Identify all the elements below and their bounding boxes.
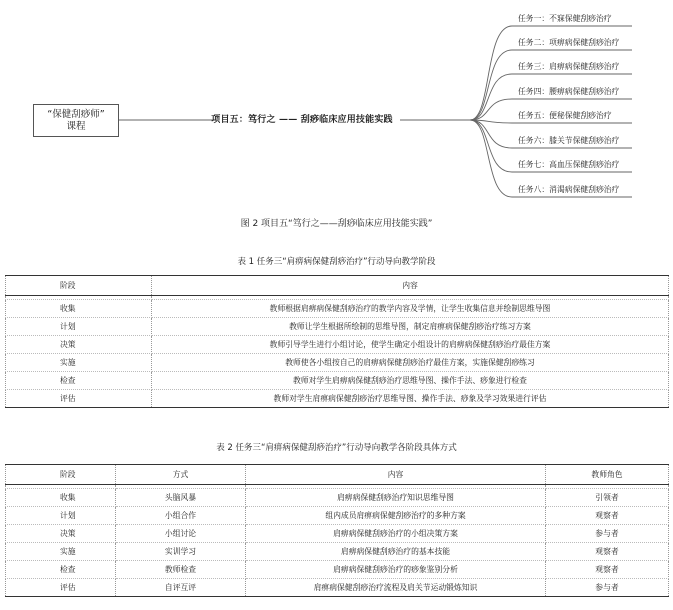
mindmap-task-7: 任务七：高血压保健刮痧治疗 xyxy=(518,160,620,169)
mindmap-task-4: 任务四：腰痹病保健刮痧治疗 xyxy=(518,87,620,96)
table-row xyxy=(6,543,669,561)
table2-cell-stage: 检查 xyxy=(6,561,116,579)
mindmap-root-node xyxy=(33,104,119,137)
mindmap-center-node: 项目五：笃行之 —— 刮痧临床应用技能实践 xyxy=(211,114,393,125)
table2-header-stage: 阶段 xyxy=(6,465,116,485)
mindmap-task-1: 任务一：不寐保健刮痧治疗 xyxy=(518,14,612,23)
table2-header-row xyxy=(6,465,669,485)
mindmap-task-6: 任务六：膝关节保健刮痧治疗 xyxy=(518,136,620,145)
table1-cell-stage: 收集 xyxy=(6,300,152,318)
table-row xyxy=(6,318,669,336)
table2-cell-stage: 评估 xyxy=(6,579,116,597)
table-row xyxy=(6,336,669,354)
table1-cell-content: 教师引导学生进行小组讨论，使学生确定小组设计的肩痹病保健刮痧治疗最佳方案 xyxy=(152,336,669,354)
mindmap-figure xyxy=(0,0,673,212)
table2-cell-content: 组内成员肩痹病保健刮痧治疗的多种方案 xyxy=(246,507,546,525)
table-row xyxy=(6,507,669,525)
table-row xyxy=(6,300,669,318)
root-line-2: 课程 xyxy=(66,120,86,132)
table1 xyxy=(5,275,669,408)
table1-cell-content: 教师使各小组按自己的肩痹病保健刮痧治疗最佳方案，实施保健刮痧练习 xyxy=(152,354,669,372)
mindmap-task-2: 任务二：项痹病保健刮痧治疗 xyxy=(518,38,620,47)
table2-cell-method: 自评互评 xyxy=(116,579,246,597)
table1-cell-stage: 评估 xyxy=(6,390,152,408)
table2-cell-content: 肩痹病保健刮痧治疗的痧象鉴别分析 xyxy=(246,561,546,579)
table-row xyxy=(6,561,669,579)
table2-cell-content: 肩痹病保健刮痧治疗流程及肩关节运动锻炼知识 xyxy=(246,579,546,597)
table2-cell-role: 参与者 xyxy=(546,525,669,543)
table1-caption: 表 1 任务三“肩痹病保健刮痧治疗”行动导向教学阶段 xyxy=(237,257,436,267)
table2-cell-method: 教师检查 xyxy=(116,561,246,579)
table2-cell-content: 肩痹病保健刮痧治疗的基本技能 xyxy=(246,543,546,561)
table-row xyxy=(6,489,669,507)
table2-cell-stage: 计划 xyxy=(6,507,116,525)
table2-cell-stage: 实施 xyxy=(6,543,116,561)
mindmap-task-5: 任务五：便秘保健刮痧治疗 xyxy=(518,111,612,120)
table1-cell-stage: 实施 xyxy=(6,354,152,372)
table2-cell-content: 肩痹病保健刮痧治疗的小组决策方案 xyxy=(246,525,546,543)
table2-cell-stage: 决策 xyxy=(6,525,116,543)
table2-cell-method: 实训学习 xyxy=(116,543,246,561)
table2-caption: 表 2 任务三“肩痹病保健刮痧治疗”行动导向教学各阶段具体方式 xyxy=(216,443,457,453)
table2-cell-role: 观察者 xyxy=(546,543,669,561)
table-row xyxy=(6,372,669,390)
table2 xyxy=(5,464,669,597)
table2-cell-role: 观察者 xyxy=(546,561,669,579)
figure-caption: 图 2 项目五“笃行之——刮痧临床应用技能实践” xyxy=(240,219,433,229)
table1-cell-content: 教师对学生肩痹病保健刮痧治疗思维导图、操作手法、痧象及学习效果进行评估 xyxy=(152,390,669,408)
table2-cell-role: 参与者 xyxy=(546,579,669,597)
table1-header-row xyxy=(6,276,669,296)
table-row xyxy=(6,390,669,408)
table1-cell-stage: 决策 xyxy=(6,336,152,354)
table2-header-content: 内容 xyxy=(246,465,546,485)
table-row xyxy=(6,525,669,543)
table1-cell-content: 教师根据肩痹病保健刮痧治疗的教学内容及学情，让学生收集信息并绘制思维导图 xyxy=(152,300,669,318)
table2-cell-role: 引领者 xyxy=(546,489,669,507)
mindmap-task-3: 任务三：肩痹病保健刮痧治疗 xyxy=(518,62,620,71)
table1-header-stage: 阶段 xyxy=(6,276,152,296)
table1-cell-content: 教师让学生根据所绘制的思维导图，制定肩痹病保健刮痧治疗练习方案 xyxy=(152,318,669,336)
table1-header-content: 内容 xyxy=(152,276,669,296)
mindmap-task-8: 任务八：消渴病保健刮痧治疗 xyxy=(518,185,620,194)
root-line-1: “保健刮痧师” xyxy=(47,108,105,120)
table1-cell-stage: 检查 xyxy=(6,372,152,390)
table2-cell-method: 头脑风暴 xyxy=(116,489,246,507)
table2-cell-role: 观察者 xyxy=(546,507,669,525)
table-row xyxy=(6,354,669,372)
table2-cell-stage: 收集 xyxy=(6,489,116,507)
table2-cell-content: 肩痹病保健刮痧治疗知识思维导图 xyxy=(246,489,546,507)
table2-cell-method: 小组合作 xyxy=(116,507,246,525)
table2-header-method: 方式 xyxy=(116,465,246,485)
table2-cell-method: 小组讨论 xyxy=(116,525,246,543)
table2-header-role: 教师角色 xyxy=(546,465,669,485)
table-row xyxy=(6,579,669,597)
table1-cell-content: 教师对学生肩痹病保健刮痧治疗思维导图、操作手法、痧象进行检查 xyxy=(152,372,669,390)
table1-cell-stage: 计划 xyxy=(6,318,152,336)
